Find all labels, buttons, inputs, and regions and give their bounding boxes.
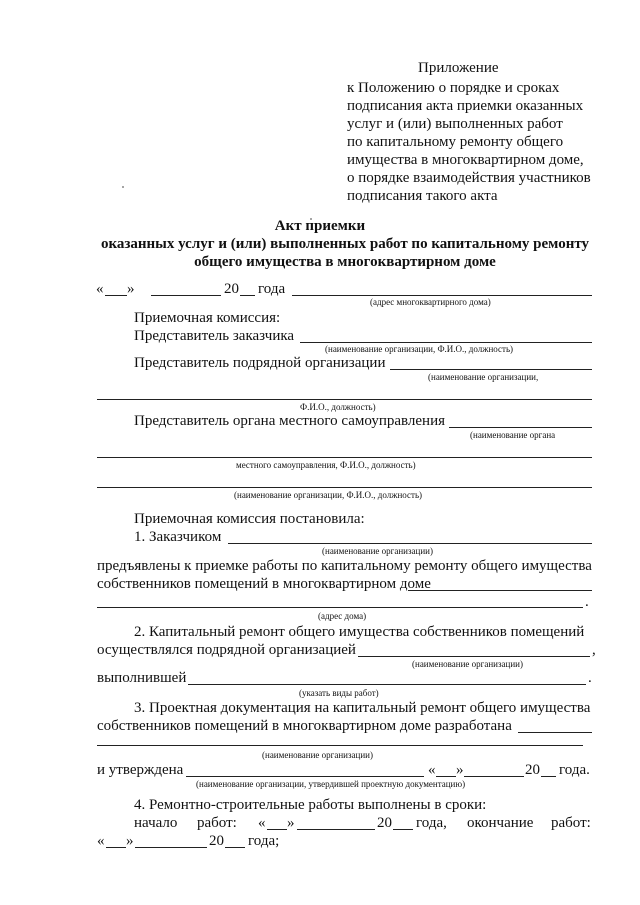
p3-day-field[interactable] — [436, 776, 456, 777]
p4-start-month-field[interactable] — [297, 829, 375, 830]
p1-house-field-2[interactable] — [97, 607, 583, 608]
contractor-rep-label: Представитель подрядной организации — [134, 355, 386, 371]
contractor-rep-caption-2: Ф.И.О., должность) — [300, 402, 376, 412]
date-goda: года — [258, 281, 286, 297]
p2-line-3: выполнившей — [97, 670, 187, 686]
p4-end-goda: года; — [248, 833, 280, 849]
p4-start-goda: года, — [416, 815, 447, 831]
p3-goda: года. — [559, 762, 590, 778]
p1-label: 1. Заказчиком — [134, 529, 222, 545]
date-year-field[interactable] — [240, 295, 255, 296]
p3-approved-label: и утверждена — [97, 762, 184, 778]
document-subtitle: общего имущества в многоквартирном доме — [194, 254, 496, 270]
appendix-line: к Положению о порядке и сроках — [347, 80, 560, 96]
scan-speck — [122, 186, 124, 188]
p4-works-label: работ: — [197, 815, 237, 831]
p4-end-day-field[interactable] — [106, 847, 126, 848]
other-rep-caption: (наименование организации, Ф.И.О., должность) — [234, 490, 423, 500]
address-caption: (адрес многоквартирного дома) — [370, 297, 491, 307]
p4-start-day-field[interactable] — [267, 829, 287, 830]
lsg-rep-field-2[interactable] — [97, 457, 592, 458]
p3-year-prefix: 20 — [525, 762, 540, 778]
resolution-label: Приемочная комиссия постановила: — [134, 511, 365, 527]
lsg-rep-field[interactable] — [449, 427, 592, 428]
p4-start-quote-open: « — [258, 815, 266, 831]
other-rep-field[interactable] — [97, 487, 592, 488]
p3-approver-field[interactable] — [186, 776, 424, 777]
date-quote-close: » — [127, 281, 135, 297]
p3-approver-caption: (наименование организации, утвердившей проектную документацию) — [196, 779, 466, 789]
lsg-rep-caption: (наименование органа — [470, 430, 556, 440]
date-day-field[interactable] — [105, 295, 127, 296]
p3-line-1: 3. Проектная документация на капитальный ремонт общего имущества — [134, 700, 591, 716]
house-address-caption: (адрес дома) — [318, 611, 367, 621]
p4-start-label: начало — [134, 815, 178, 831]
customer-rep-field[interactable] — [300, 342, 592, 343]
work-types-caption: (указать виды работ) — [299, 688, 379, 698]
p2-work-types-field[interactable] — [188, 684, 586, 685]
p1-line-2: предъявлены к приемке работы по капитальному ремонту общего имущества — [97, 558, 592, 574]
p3-year-field[interactable] — [541, 776, 556, 777]
p4-start-quote-close: » — [287, 815, 295, 831]
p2-contractor-caption: (наименование организации) — [412, 659, 523, 669]
p2-end-dot: . — [588, 670, 592, 686]
p3-developer-caption: (наименование организации) — [262, 750, 373, 760]
contractor-rep-caption: (наименование организации, — [428, 372, 539, 382]
p4-end-year-field[interactable] — [225, 847, 245, 848]
p3-month-field[interactable] — [464, 776, 524, 777]
p2-line-1: 2. Капитальный ремонт общего имущества собственников помещений — [134, 624, 585, 640]
p4-end-quote-close: » — [126, 833, 134, 849]
appendix-line: подписания акта приемки оказанных — [347, 98, 584, 114]
date-quote-open: « — [96, 281, 104, 297]
lsg-rep-caption-2: местного самоуправления, Ф.И.О., должность) — [236, 460, 416, 470]
appendix-line: услуг и (или) выполненных работ — [347, 116, 563, 132]
p1-customer-field[interactable] — [228, 543, 592, 544]
p1-customer-caption: (наименование организации) — [322, 546, 433, 556]
document-subtitle: оказанных услуг и (или) выполненных работ по капитальному ремонту — [100, 236, 590, 252]
p4-works-label-2: работ: — [551, 815, 591, 831]
document-title: Акт приемки — [274, 218, 366, 234]
lsg-rep-label: Представитель органа местного самоуправления — [134, 413, 446, 429]
p4-start-year-prefix: 20 — [377, 815, 392, 831]
p2-line-2: осуществлялся подрядной организацией — [97, 642, 356, 658]
commission-label: Приемочная комиссия: — [134, 310, 281, 326]
p3-quote-close: » — [456, 762, 464, 778]
address-field[interactable] — [292, 295, 592, 296]
appendix-line: по капитальному ремонту общего — [347, 134, 564, 150]
p3-developer-field[interactable] — [518, 732, 592, 733]
p3-quote-open: « — [428, 762, 436, 778]
contractor-rep-field[interactable] — [390, 369, 592, 370]
date-month-field[interactable] — [151, 295, 221, 296]
p4-start-year-field[interactable] — [393, 829, 413, 830]
p4-line-1: 4. Ремонтно-строительные работы выполнены в сроки: — [134, 797, 487, 813]
appendix-line: о порядке взаимодействия участников — [347, 170, 591, 186]
p2-comma: , — [592, 642, 596, 658]
p1-end-dot: . — [585, 594, 589, 610]
contractor-rep-field-2[interactable] — [97, 399, 592, 400]
p1-house-field[interactable] — [408, 590, 592, 591]
appendix-title: Приложение — [418, 60, 499, 76]
p3-line-2: собственников помещений в многоквартирном доме разработана — [97, 718, 512, 734]
p3-developer-field-2[interactable] — [97, 745, 583, 746]
p4-end-year-prefix: 20 — [209, 833, 224, 849]
appendix-line: имущества в многоквартирном доме, — [347, 152, 584, 168]
p4-end-label: окончание — [467, 815, 534, 831]
p4-end-quote-open: « — [97, 833, 105, 849]
p2-contractor-field[interactable] — [358, 656, 590, 657]
customer-rep-caption: (наименование организации, Ф.И.О., должность) — [325, 344, 514, 354]
p4-end-month-field[interactable] — [135, 847, 207, 848]
appendix-line: подписания такого акта — [347, 188, 498, 204]
p1-line-3: собственников помещений в многоквартирном доме — [97, 576, 431, 592]
customer-rep-label: Представитель заказчика — [134, 328, 295, 344]
date-year-prefix: 20 — [224, 281, 239, 297]
